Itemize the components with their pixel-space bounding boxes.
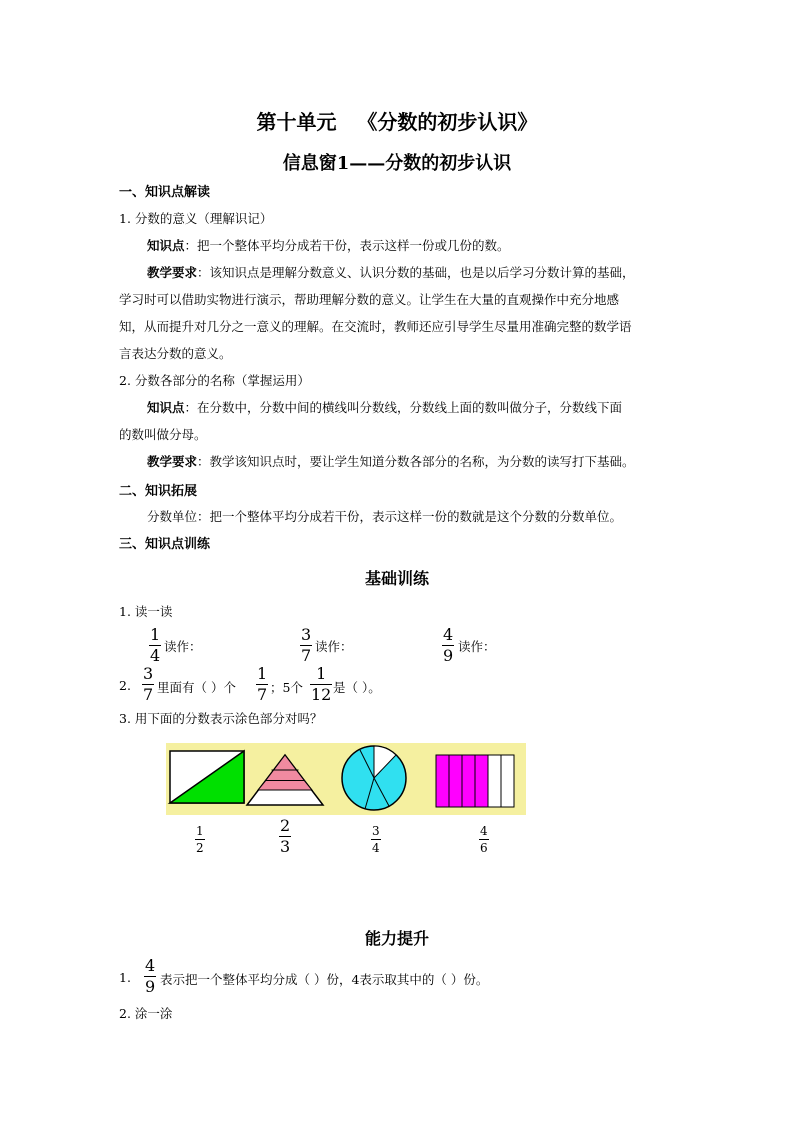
item2-requirement: [147, 452, 635, 470]
req-text-1: ：该知识点是理解分数意义、认识分数的基础，也是以后学习分数计算的基础，: [197, 265, 635, 280]
q1-fraction-3: [442, 626, 454, 665]
q1-fraction-2: [300, 626, 312, 665]
numerator: 1: [150, 625, 161, 644]
numerator: 1: [257, 664, 268, 683]
advanced-q1-label: 1.: [119, 970, 131, 985]
q1-fraction-1: [149, 626, 161, 665]
item2-heading: 2. 分数各部分的名称（掌握运用）: [119, 373, 310, 388]
rectangle-shape: [436, 755, 514, 807]
numerator: 4: [145, 956, 156, 975]
denominator: 3: [280, 837, 291, 856]
basic-q3-label: 3. 用下面的分数表示涂色部分对吗？: [119, 711, 323, 726]
q2-fraction-a: [142, 665, 154, 704]
item1-requirement-line3: 知，从而提升对几分之一意义的理解。在交流时，教师还应引导学生尽量用准确完整的数学语: [119, 319, 632, 334]
item1-knowledge-point: [147, 236, 510, 254]
req-text: ：教学该知识点时，要让学生知道分数各部分的名称，为分数的读写打下基础。: [197, 454, 635, 469]
q2-text-2: ；5个: [270, 680, 303, 695]
numerator: 3: [372, 824, 380, 838]
item2-knowledge-point-line1: [147, 398, 622, 416]
q1-read-as-1: 读作：: [164, 639, 202, 654]
fraction-shapes-figure: [166, 743, 526, 815]
page-subtitle: 信息窗1——分数的初步认识: [282, 153, 512, 174]
section-heading-extension: 二、知识拓展: [119, 484, 198, 499]
kp-label: 知识点: [147, 400, 185, 415]
item1-requirement-line1: [147, 263, 635, 281]
numerator: 3: [143, 664, 154, 683]
item1-requirement-line2: 学习时可以借助实物进行演示，帮助理解分数的意义。让学生在大量的直观操作中充分地感: [119, 292, 620, 307]
basic-training-heading: 基础训练: [364, 569, 429, 588]
req-label: 教学要求: [147, 454, 198, 469]
fraction-bar: [479, 839, 489, 840]
q1-read-as-2: 读作：: [315, 639, 353, 654]
q2-fraction-c: [310, 665, 332, 704]
basic-q2-label: 2.: [119, 678, 131, 693]
numerator: 4: [443, 625, 454, 644]
advanced-q1-text: 表示把一个整体平均分成（ ）份，4表示取其中的（ ）份。: [160, 972, 489, 987]
kp-label: 知识点: [147, 238, 185, 253]
denominator: 4: [150, 646, 161, 665]
q2-fraction-b: [256, 665, 268, 704]
denominator: 2: [196, 841, 204, 855]
denominator: 7: [257, 685, 268, 704]
ability-improvement-heading: 能力提升: [364, 929, 429, 948]
numerator: 1: [196, 824, 204, 838]
numerator: 4: [480, 824, 488, 838]
denominator: 9: [145, 977, 156, 996]
fraction-bar: [195, 839, 205, 840]
q2-text-3: 是（ ）。: [333, 680, 381, 695]
basic-q1-label: 1. 读一读: [119, 604, 173, 619]
item1-requirement-line4: 言表达分数的意义。: [119, 346, 232, 361]
fraction-bar: [371, 839, 381, 840]
item2-knowledge-point-line2: 的数叫做分母。: [119, 427, 207, 442]
page-title: 第十单元 《分数的初步认识》: [256, 110, 538, 134]
numerator: 2: [280, 816, 291, 835]
section-heading-training: 三、知识点训练: [119, 537, 211, 552]
numerator: 1: [316, 664, 327, 683]
q1-read-as-3: 读作：: [458, 639, 496, 654]
q3-fraction-1: [195, 824, 205, 855]
denominator: 7: [143, 685, 154, 704]
kp-text-1: ：在分数中，分数中间的横线叫分数线，分数线上面的数叫做分子，分数线下面: [184, 400, 623, 415]
q3-fraction-3: [371, 824, 381, 855]
q2-text-1: 里面有（ ）个: [157, 680, 236, 695]
section-heading-knowledge: 一、知识点解读: [119, 185, 211, 200]
denominator: 12: [311, 685, 332, 704]
advanced-q1-fraction: [144, 957, 156, 996]
circle-shape: [342, 746, 406, 810]
denominator: 9: [443, 646, 454, 665]
advanced-q2-label: 2. 涂一涂: [119, 1006, 173, 1021]
denominator: 7: [301, 646, 312, 665]
item1-heading: 1. 分数的意义（理解识记）: [119, 211, 273, 226]
q3-fraction-2: [279, 817, 291, 856]
numerator: 3: [301, 625, 312, 644]
kp-text: ：把一个整体平均分成若干份，表示这样一份或几份的数。: [184, 238, 510, 253]
req-label: 教学要求: [147, 265, 198, 280]
square-shape: [170, 751, 244, 803]
extension-text: 分数单位：把一个整体平均分成若干份，表示这样一份的数就是这个分数的分数单位。: [147, 509, 623, 524]
denominator: 4: [372, 841, 380, 855]
q3-fraction-4: [479, 824, 489, 855]
denominator: 6: [480, 841, 488, 855]
